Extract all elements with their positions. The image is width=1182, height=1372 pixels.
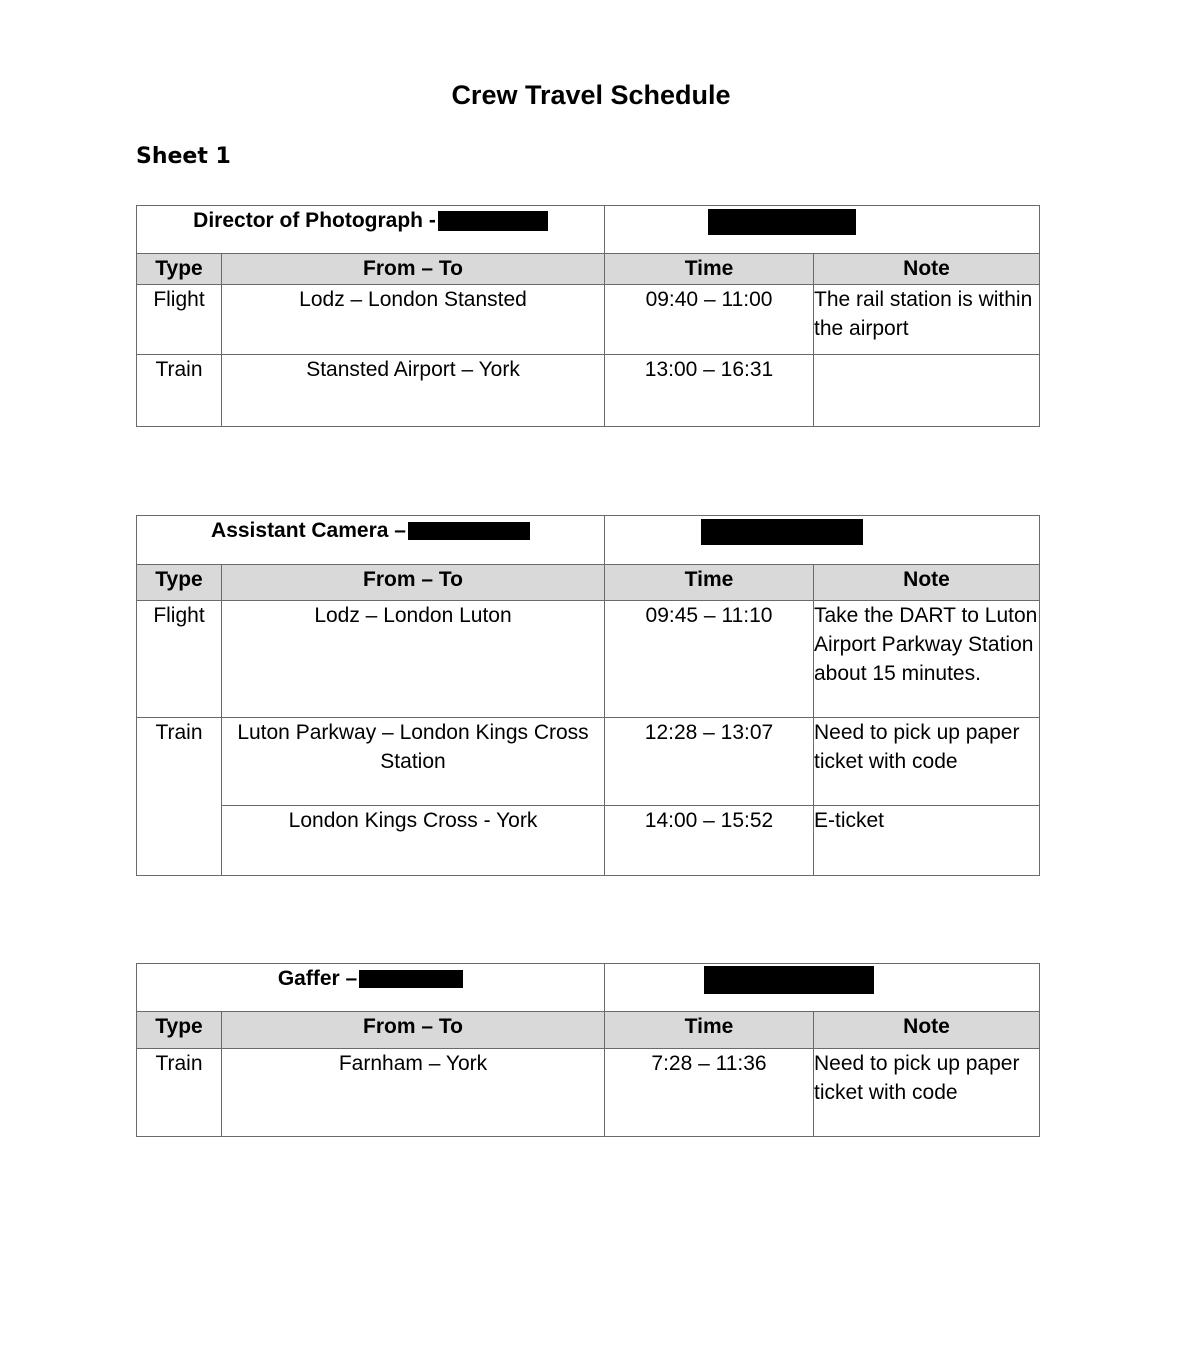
header-time: Time — [605, 565, 814, 601]
header-note: Note — [814, 254, 1040, 285]
header-time: Time — [605, 254, 814, 285]
cell-time: 09:40 – 11:00 — [605, 285, 814, 355]
table-row — [137, 355, 1040, 427]
role-title-cell — [137, 964, 605, 1012]
header-type: Type — [137, 254, 222, 285]
cell-time: 7:28 – 11:36 — [605, 1049, 814, 1137]
cell-from-to: Lodz – London Luton — [222, 601, 605, 718]
cell-note: Take the DART to Luton Airport Parkway Station about 15 minutes. — [814, 601, 1040, 718]
cell-note — [814, 355, 1040, 427]
redacted-contact — [701, 519, 863, 545]
cell-note: Need to pick up paper ticket with code — [814, 718, 1040, 806]
redacted-contact-cell — [605, 964, 1040, 1012]
redacted-contact — [708, 209, 856, 235]
cell-note: The rail station is within the airport — [814, 285, 1040, 355]
cell-type: Train — [137, 718, 222, 806]
header-from-to: From – To — [222, 565, 605, 601]
header-type: Type — [137, 565, 222, 601]
header-note: Note — [814, 565, 1040, 601]
schedule-table-director-of-photography — [136, 205, 1040, 427]
cell-from-to: Stansted Airport – York — [222, 355, 605, 427]
role-title-cell — [137, 516, 605, 565]
page-title: Crew Travel Schedule — [451, 80, 731, 110]
role-title: Director of Photograph - — [193, 209, 436, 232]
table-row — [137, 806, 1040, 876]
redacted-name — [438, 211, 548, 231]
cell-time: 14:00 – 15:52 — [605, 806, 814, 876]
cell-type: Train — [137, 355, 222, 427]
table-row — [137, 285, 1040, 355]
cell-from-to: Luton Parkway – London Kings Cross Station — [222, 718, 605, 806]
cell-time: 13:00 – 16:31 — [605, 355, 814, 427]
role-title-cell — [137, 206, 605, 254]
redacted-contact-cell — [605, 516, 1040, 565]
table-row — [137, 718, 1040, 806]
sheet-label: Sheet 1 — [136, 144, 231, 169]
schedule-table-gaffer — [136, 963, 1040, 1137]
redacted-name — [408, 522, 530, 540]
cell-type — [137, 806, 222, 876]
cell-type: Flight — [137, 285, 222, 355]
header-note: Note — [814, 1012, 1040, 1049]
table-row — [137, 1049, 1040, 1137]
header-from-to: From – To — [222, 1012, 605, 1049]
schedule-table-assistant-camera — [136, 515, 1040, 876]
redacted-name — [359, 970, 463, 988]
cell-type: Train — [137, 1049, 222, 1137]
table-row — [137, 601, 1040, 718]
header-from-to: From – To — [222, 254, 605, 285]
header-time: Time — [605, 1012, 814, 1049]
header-type: Type — [137, 1012, 222, 1049]
cell-note: E-ticket — [814, 806, 1040, 876]
redacted-contact-cell — [605, 206, 1040, 254]
role-title: Assistant Camera – — [211, 519, 406, 542]
cell-time: 12:28 – 13:07 — [605, 718, 814, 806]
cell-type: Flight — [137, 601, 222, 718]
cell-from-to: Farnham – York — [222, 1049, 605, 1137]
redacted-contact — [704, 966, 874, 994]
cell-from-to: Lodz – London Stansted — [222, 285, 605, 355]
cell-note: Need to pick up paper ticket with code — [814, 1049, 1040, 1137]
role-title: Gaffer – — [277, 967, 358, 990]
cell-from-to: London Kings Cross - York — [222, 806, 605, 876]
cell-time: 09:45 – 11:10 — [605, 601, 814, 718]
